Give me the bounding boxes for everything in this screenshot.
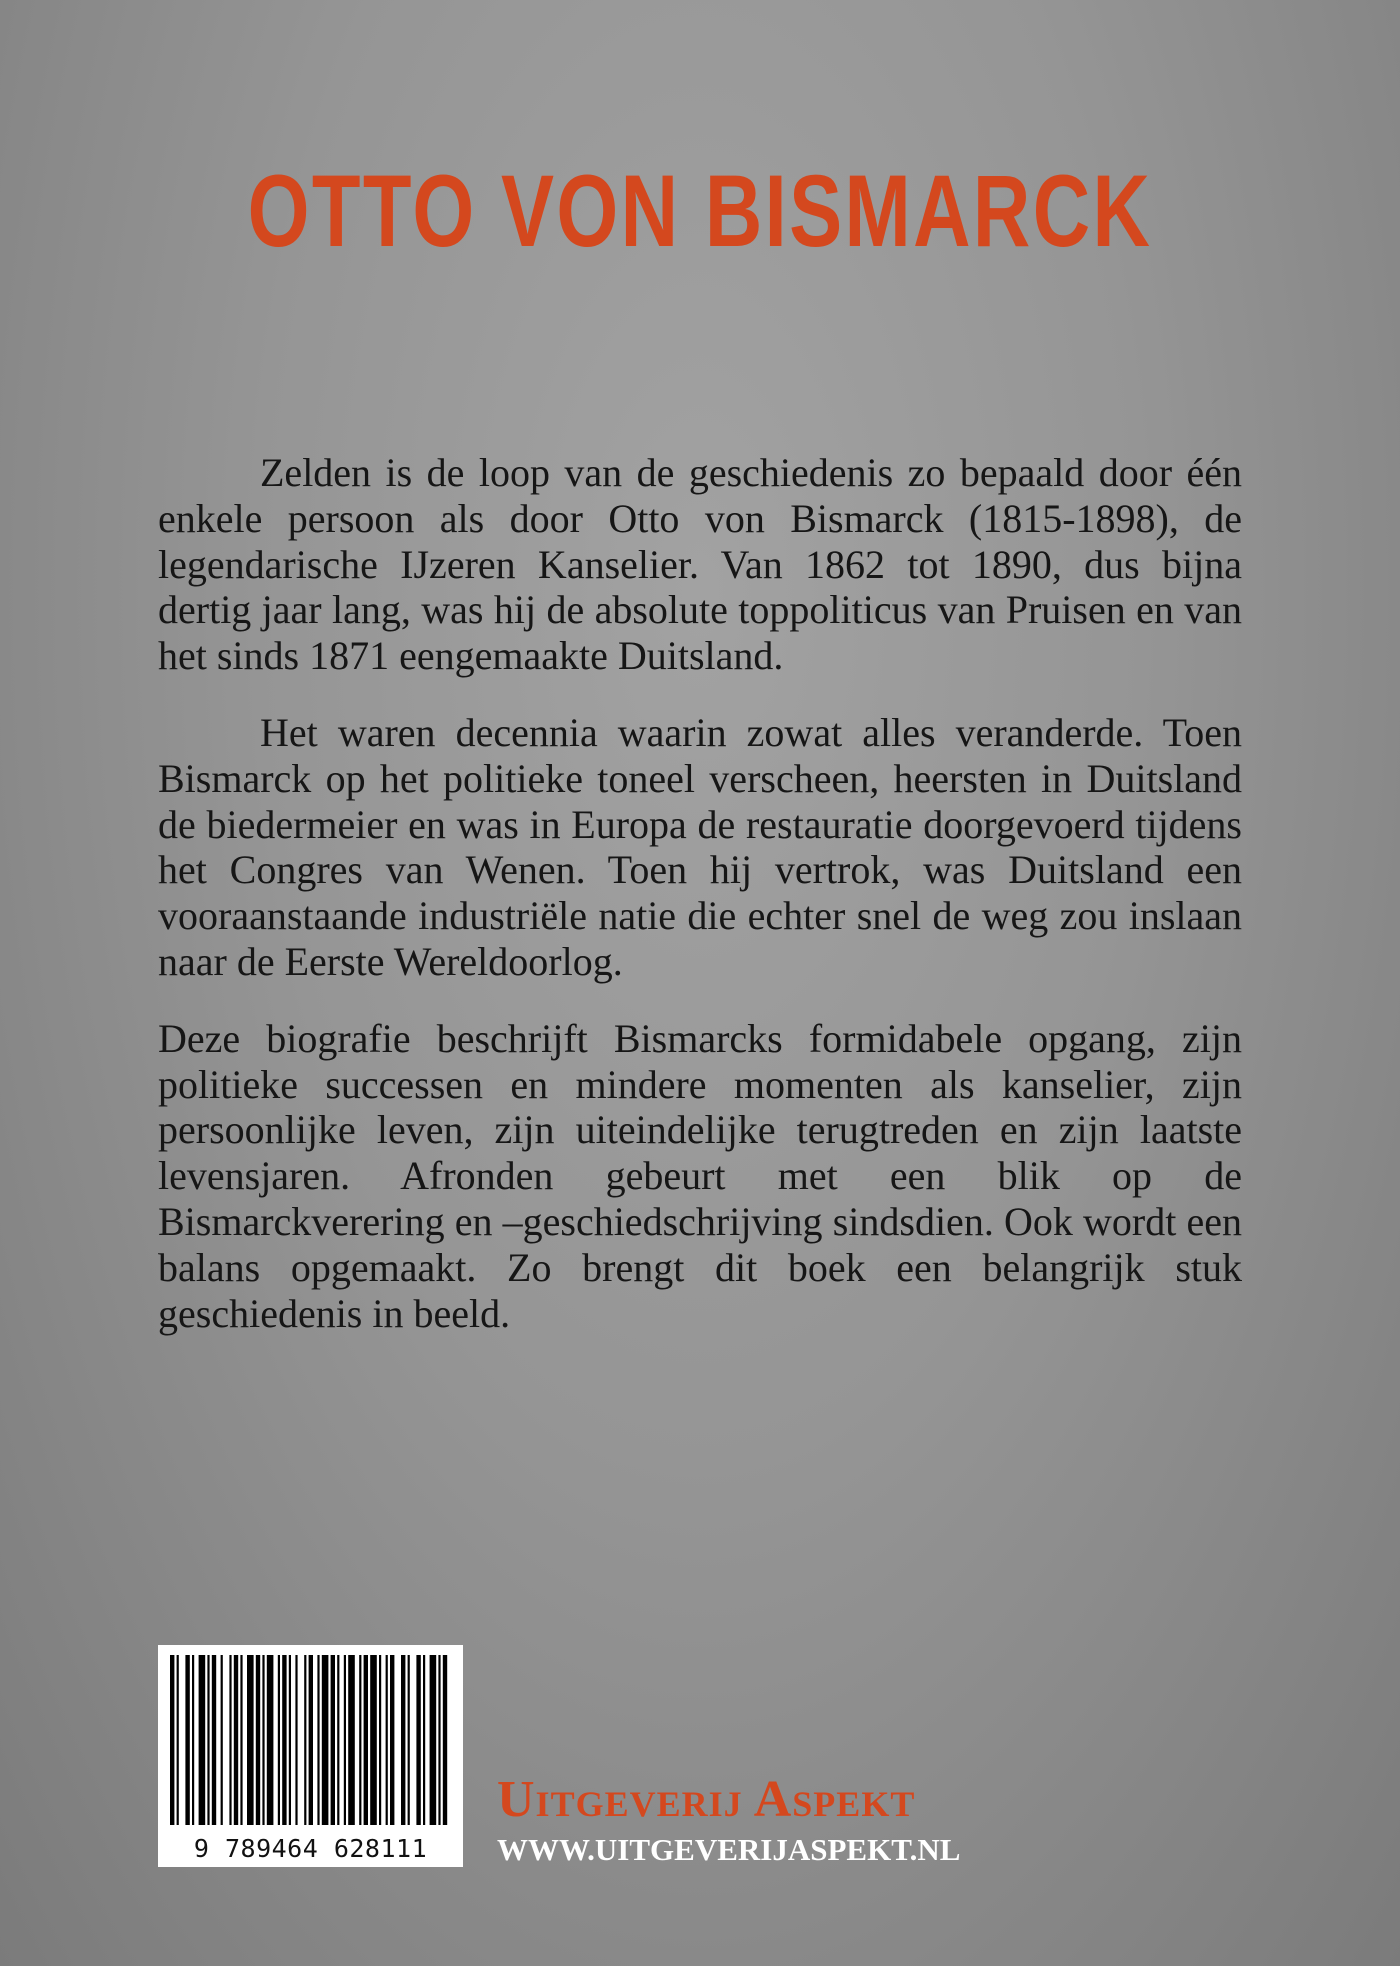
blurb-paragraph-2: Het waren decennia waarin zowat alles veranderde. Toen Bismarck op het politieke toneel verscheen, heersten in Duitsland de biedermeier en was in Europa de restauratie doorgevoerd tijdens het Congres van Wenen. Toen hij vertrok, was Duitsland een vooraanstaande industriële natie die echter snel de weg zou inslaan naar de Eerste Wereldoorlog. bbox=[158, 709, 1242, 984]
isbn-digits: 9 789464 628111 bbox=[193, 1834, 428, 1863]
isbn-barcode bbox=[158, 1645, 463, 1867]
blurb-text bbox=[158, 450, 1242, 1367]
blurb-paragraph-3: Deze biografie beschrijft Bismarcks formidabele opgang, zijn politieke successen en mindere momenten als kanselier, zijn persoonlijke leven, zijn uiteindelijke terugtreden en zijn laatste levensjaren. Afronden gebeurt met een blik op de Bismarckverering en –geschiedschrijving sindsdien. Ook wordt een balans opgemaakt. Zo brengt dit boek een belangrijk stuk geschiedenis in beeld. bbox=[158, 1015, 1242, 1336]
publisher-website: WWW.UITGEVERIJASPEKT.NL bbox=[497, 1832, 961, 1867]
publisher-name: Uitgeverij Aspekt bbox=[497, 1771, 916, 1828]
blurb-paragraph-1: Zelden is de loop van de geschiedenis zo bepaald door één enkele persoon als door Otto von Bismarck (1815-1898), de legendarische IJzeren Kanselier. Van 1862 tot 1890, dus bijna dertig jaar lang, was hij de absolute toppoliticus van Pruisen en van het sinds 1871 eengemaakte Duitsland. bbox=[158, 450, 1242, 679]
barcode-bars-icon bbox=[166, 1655, 455, 1825]
book-title: OTTO VON BISMARCK bbox=[247, 154, 1153, 268]
